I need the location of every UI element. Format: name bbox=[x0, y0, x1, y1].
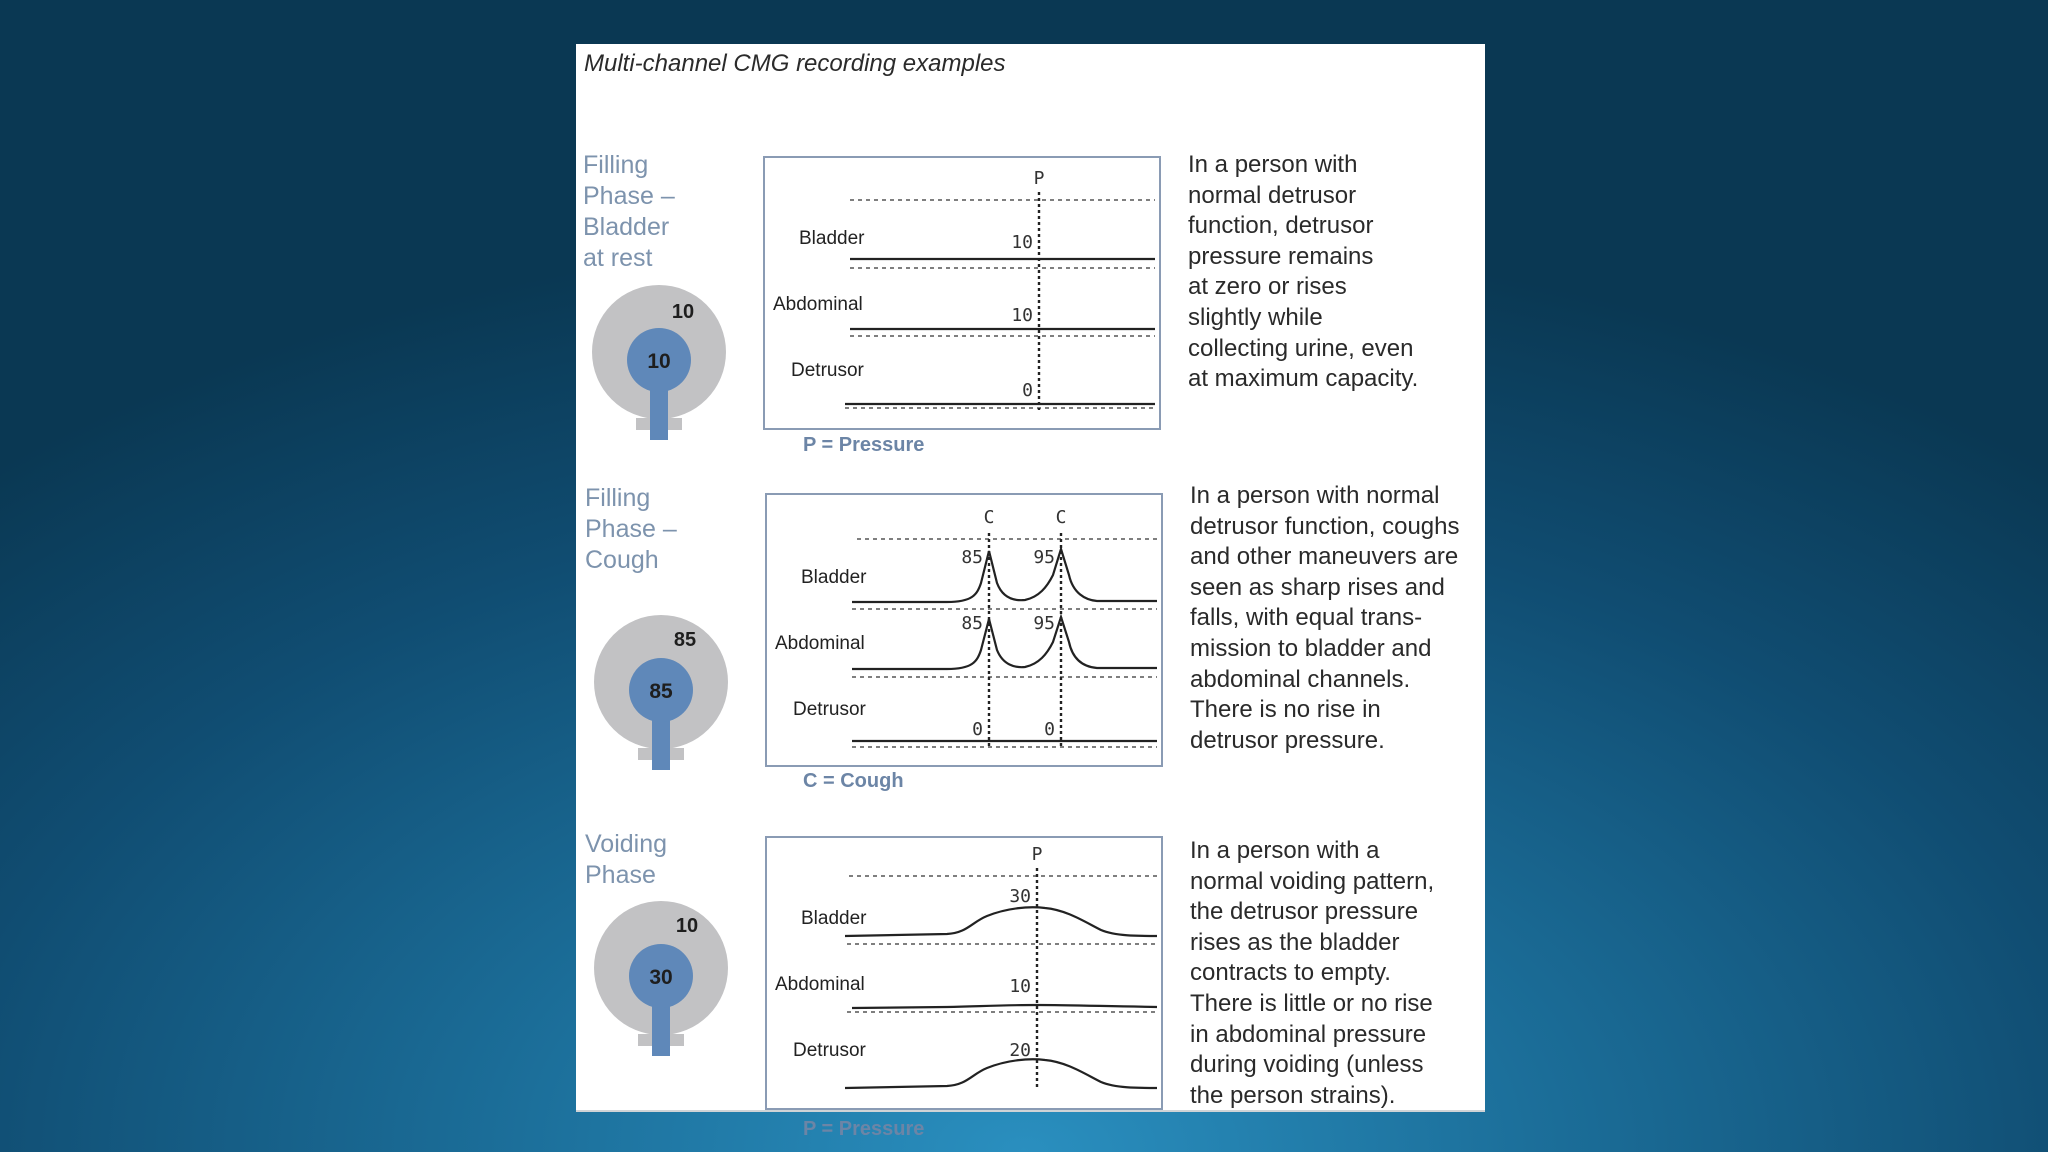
bladder-outer-value: 85 bbox=[673, 629, 697, 651]
urethra bbox=[650, 412, 668, 440]
chart-legend: P = Pressure bbox=[803, 434, 925, 456]
description bbox=[1190, 481, 1460, 756]
description-line: function, detrusor bbox=[1188, 212, 1374, 240]
description-line: the detrusor pressure bbox=[1190, 898, 1419, 926]
description-line: abdominal channels. bbox=[1190, 665, 1411, 693]
description-line: slightly while bbox=[1188, 303, 1323, 331]
slide-title: Multi-channel CMG recording examples bbox=[584, 50, 1006, 77]
description-line: There is no rise in bbox=[1190, 696, 1381, 724]
description-line: In a person with a bbox=[1190, 837, 1380, 864]
channel-label-bladder: Bladder bbox=[799, 228, 865, 249]
description-line: at maximum capacity. bbox=[1188, 365, 1419, 393]
bladder-trace bbox=[845, 907, 1157, 936]
channel-label-abdominal: Abdominal bbox=[775, 633, 865, 654]
detrusor-value: 0 bbox=[1022, 380, 1033, 401]
section-voiding bbox=[576, 786, 1485, 1140]
description-line: detrusor pressure. bbox=[1190, 726, 1385, 754]
marker-label: C bbox=[1055, 507, 1067, 528]
phase-label-line: Cough bbox=[585, 546, 659, 574]
phase-label-line: Phase bbox=[585, 861, 656, 889]
marker-label: C bbox=[983, 507, 995, 528]
cmg-chart bbox=[765, 493, 1163, 767]
section-filling-rest bbox=[576, 104, 1485, 464]
cmg-chart bbox=[765, 836, 1163, 1110]
channel-label-bladder: Bladder bbox=[801, 567, 867, 588]
phase-label bbox=[585, 483, 677, 576]
bladder-value: 95 bbox=[1033, 547, 1055, 568]
description-line: at zero or rises bbox=[1188, 273, 1347, 301]
description-line: seen as sharp rises and bbox=[1190, 573, 1445, 601]
description-line: In a person with bbox=[1188, 151, 1358, 178]
cmg-chart-svg bbox=[767, 838, 1161, 1108]
detrusor-trace bbox=[845, 1059, 1157, 1088]
phase-label-line: Voiding bbox=[585, 830, 668, 858]
detrusor-value: 0 bbox=[1044, 719, 1055, 740]
chart-legend: C = Cough bbox=[803, 770, 904, 792]
bladder-outer-value: 10 bbox=[671, 301, 695, 323]
channel-label-abdominal: Abdominal bbox=[773, 294, 863, 315]
abdominal-trace bbox=[852, 617, 1157, 669]
bladder-value: 10 bbox=[1011, 232, 1033, 253]
description-line: during voiding (unless bbox=[1190, 1051, 1424, 1079]
marker-label: P bbox=[1031, 844, 1043, 865]
description-line: There is little or no rise bbox=[1190, 989, 1433, 1017]
phase-label-line: Filling bbox=[583, 151, 649, 179]
cmg-chart-svg bbox=[765, 158, 1159, 428]
channel-label-detrusor: Detrusor bbox=[793, 1040, 866, 1061]
channel-label-bladder: Bladder bbox=[801, 908, 867, 929]
channel-label-abdominal: Abdominal bbox=[775, 974, 865, 995]
description-line: In a person with normal bbox=[1190, 482, 1440, 509]
abdominal-value: 95 bbox=[1033, 613, 1055, 634]
abdominal-value: 10 bbox=[1009, 976, 1031, 997]
detrusor-value: 0 bbox=[972, 719, 983, 740]
phase-label-line: Phase – bbox=[583, 182, 675, 210]
bladder-outer-value: 10 bbox=[675, 915, 699, 937]
marker-label: P bbox=[1033, 168, 1045, 189]
description-line: collecting urine, even bbox=[1188, 334, 1414, 362]
description-line: contracts to empty. bbox=[1190, 959, 1391, 987]
detrusor-value: 20 bbox=[1009, 1040, 1031, 1061]
phase-label-line: Bladder bbox=[583, 213, 670, 241]
bladder-value: 85 bbox=[961, 547, 983, 568]
bladder-illustration bbox=[592, 900, 742, 1060]
description-line: normal voiding pattern, bbox=[1190, 867, 1435, 895]
description-line: in abdominal pressure bbox=[1190, 1020, 1427, 1048]
cmg-chart-svg bbox=[767, 495, 1161, 765]
phase-label-line: Filling bbox=[585, 484, 651, 512]
bladder-inner-value: 30 bbox=[649, 966, 673, 989]
bladder-illustration bbox=[590, 284, 740, 444]
bladder-value: 30 bbox=[1009, 886, 1031, 907]
bladder-inner-value: 85 bbox=[649, 680, 673, 703]
chart-legend: P = Pressure bbox=[803, 1118, 925, 1140]
description-line: falls, with equal trans- bbox=[1190, 604, 1423, 632]
description-line: pressure remains bbox=[1188, 242, 1374, 270]
cmg-chart bbox=[763, 156, 1161, 430]
phase-label-line: Phase – bbox=[585, 515, 677, 543]
channel-label-detrusor: Detrusor bbox=[791, 360, 864, 381]
slide-panel bbox=[576, 44, 1485, 1140]
abdominal-value: 85 bbox=[961, 613, 983, 634]
phase-label-line: at rest bbox=[583, 244, 653, 272]
description-line: mission to bladder and bbox=[1190, 634, 1432, 662]
phase-label bbox=[585, 829, 667, 891]
description-line: the person strains). bbox=[1190, 1081, 1396, 1109]
description-line: rises as the bladder bbox=[1190, 928, 1400, 956]
bladder-inner-value: 10 bbox=[647, 350, 671, 373]
description-line: detrusor function, coughs bbox=[1190, 512, 1460, 540]
description-line: normal detrusor bbox=[1188, 181, 1357, 209]
phase-label bbox=[583, 150, 675, 274]
abdominal-value: 10 bbox=[1011, 305, 1033, 326]
description bbox=[1190, 836, 1434, 1111]
channel-label-detrusor: Detrusor bbox=[793, 699, 866, 720]
section-filling-cough bbox=[576, 440, 1485, 800]
description bbox=[1188, 150, 1418, 395]
description-line: and other maneuvers are bbox=[1190, 543, 1459, 571]
bladder-trace bbox=[852, 549, 1157, 602]
bladder-illustration bbox=[592, 614, 742, 774]
abdominal-trace bbox=[852, 1005, 1157, 1008]
